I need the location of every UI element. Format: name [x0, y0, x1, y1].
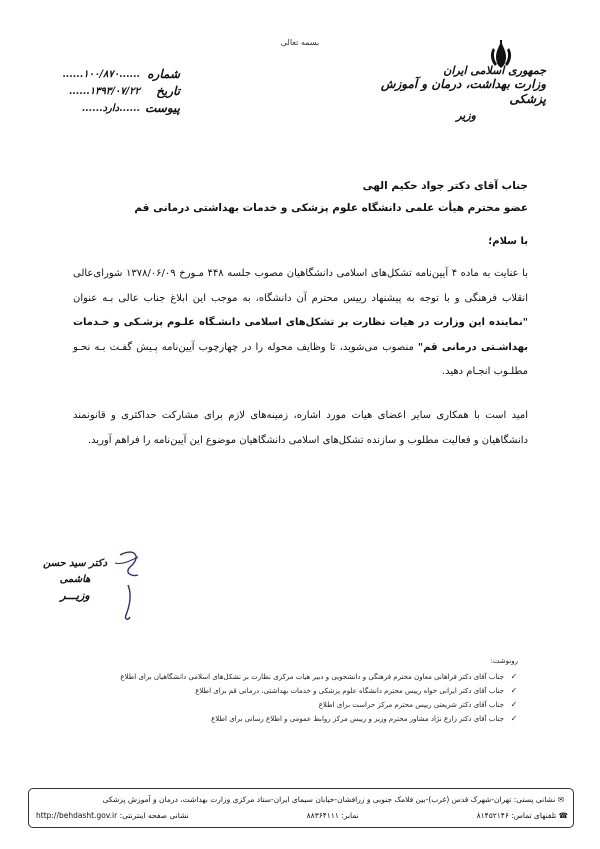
meta-attachment-row — [60, 100, 180, 117]
signatory-name: دکتر سید حسن هاشمی — [42, 558, 108, 585]
footer-address-text: نشانی پستی: تهران-شهرک قدس (غرب)-بین فلامک جنوبی و زرافشان-خیابان سیمای ایران-ستاد مرکزی وزارت بهداشت، درمان و آموزش پزشکی — [102, 795, 556, 804]
cc-item — [78, 670, 518, 684]
paragraph1-part2: منصوب می‌شوید، تا وظایف محوله را در چهارچوب آیین‌نامه پـیش گفـت بـه نحـو مطلـوب انجـام دهید. — [73, 341, 528, 377]
check-mark-icon: ✓ — [510, 714, 518, 723]
number-value: ......۱۰۰/۸۷۰...... — [62, 69, 140, 80]
cc-item — [78, 712, 518, 726]
cc-list — [78, 656, 518, 726]
footer-website — [36, 811, 189, 820]
website-label: نشانی صفحه اینترنتی: — [119, 811, 189, 820]
signatory-title: وزیـــر — [60, 589, 90, 602]
cc-item — [78, 684, 518, 698]
number-label: شماره — [147, 67, 180, 81]
addressee-title: عضو محترم هیأت علمی دانشگاه علوم پزشکی و خدمات بهداشتی درمانی قم — [134, 202, 528, 214]
footer-frame — [28, 788, 574, 828]
check-mark-icon: ✓ — [510, 700, 518, 709]
body-paragraph-2: امید است با همکاری سایر اعضای هیات مورد اشاره، زمینه‌های لازم برای مشارکت حداکثری و قانونمند دانشگاهیان و فعالیت مطلوب و سازنده تشکل‌های اسلامی دانشگاهیان موضوع این آیین‌نامه را فراهم آورید. — [73, 410, 528, 446]
cc-item-text: جناب آقای دکتر شریعتی رییس محترم مرکز حراست برای اطلاع — [318, 701, 504, 709]
cc-item-text: جناب آقای دکتر زارع نژاد مشاور محترم وزیر و رییس مرکز روابط عمومی و اطلاع رسانی برای اطلاع — [211, 715, 504, 723]
check-mark-icon: ✓ — [510, 672, 518, 681]
addressee-name: جناب آقای دکتر جواد حکیم الهی — [362, 180, 528, 192]
footer-contact-row — [36, 811, 568, 820]
bismillah-header: بسمه تعالی — [280, 38, 320, 47]
paragraph1-part1: با عنایت به ماده ۴ آیین‌نامه تشکل‌های اسلامی دانشگاهیان مصوب جلسه ۴۴۸ مـورخ ۱۳۷۸/۰۶/۰۹ شورای‌عالی انقلاب فرهنگی و با توجه به پیشنهاد رییس محترم آن دانشگاه، به موجب این ابلاغ جناب عالی بـه عنوان — [73, 268, 529, 304]
meta-date-row — [60, 83, 180, 100]
footer-phone — [477, 811, 568, 820]
greeting: با سلام؛ — [488, 236, 528, 247]
ministry-name: وزارت بهداشت، درمان و آموزش پزشکی — [380, 77, 546, 106]
ministry-office: وزیر — [456, 109, 476, 122]
phone-icon: ☎ — [558, 811, 568, 820]
date-value: ۱۳۹۳/۰۷/۲۲...... — [68, 86, 140, 97]
attachment-value: ......دارد...... — [81, 103, 140, 114]
ministry-country: جمهوری اسلامی ایران — [443, 64, 546, 77]
footer-address — [44, 795, 564, 804]
cc-item — [78, 698, 518, 712]
addressee-block — [58, 175, 528, 219]
footer-fax: نمابر: ۸۸۳۶۴۱۱۱ — [306, 811, 359, 820]
check-mark-icon: ✓ — [510, 686, 518, 695]
meta-number-row — [60, 66, 180, 83]
footer-phone-text: تلفنهای تماس: ۸۱۴۵۲۱۴۶ — [476, 811, 557, 820]
attachment-label: پیوست — [145, 101, 180, 115]
cc-title: رونوشت: — [490, 657, 518, 665]
website-url[interactable]: http://behdasht.gov.ir — [36, 811, 118, 820]
mail-icon: ✉ — [557, 795, 564, 804]
ministry-letterhead — [346, 64, 546, 124]
handwritten-signature-icon — [90, 545, 170, 625]
cc-item-text: جناب آقای دکتر فراهانی معاون محترم فرهنگی و دانشجویی و دبیر هیات مرکزی نظارت بر تشکل‌های اسلامی دانشگاهیان برای اطلاع — [120, 673, 504, 681]
body-paragraph-1 — [73, 262, 528, 385]
paragraph1-bold: "نماینده این وزارت در هیات نظارت بر تشکل‌های اسلامی دانشـگاه علـوم پزشـکی و خـدمات بهداشـتی درمانی قم" — [73, 317, 528, 353]
date-label: تاریخ — [156, 84, 180, 98]
letter-meta — [60, 66, 180, 117]
cc-item-text: جناب آقای دکتر ایرانی خواه رییس محترم دانشگاه علوم پزشکی و خدمات بهداشتی، درمانی قم برای اطلاع — [195, 687, 504, 695]
